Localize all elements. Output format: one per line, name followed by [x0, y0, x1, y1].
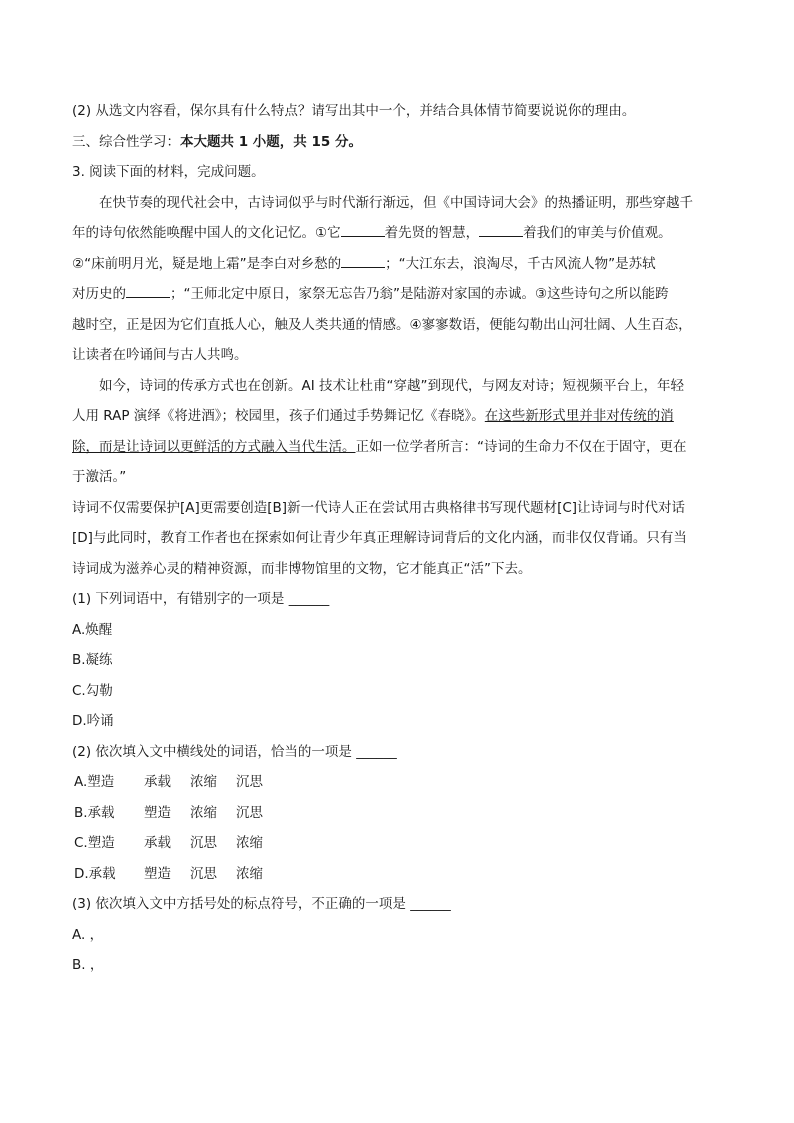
- para3-line1: 诗词不仅需要保护[A]更需要创造[B]新一代诗人正在尝试用古典格律书写现代题材[C]让诗词与时代对话: [72, 499, 686, 516]
- option-2c: [72, 828, 722, 859]
- word: 承载: [144, 774, 171, 790]
- word: C.塑造: [74, 835, 115, 851]
- para1-text: 对历史的: [72, 286, 126, 302]
- para1-text: 着先贤的智慧，: [384, 225, 480, 241]
- para3-line3: 诗词成为滋养心灵的精神资源，而非博物馆里的文物，它才能真正“活”下去。: [72, 560, 532, 577]
- word: 浓缩: [236, 865, 263, 882]
- option-1b: B.凝练: [72, 652, 113, 668]
- word: A.塑造: [74, 774, 115, 790]
- fill-blank-3: [341, 253, 385, 268]
- para1-line1: 在快节奏的现代社会中，古诗词似乎与时代渐行渐远，但《中国诗词大会》的热播证明，那些穿越千: [99, 194, 693, 211]
- word: 沉思: [236, 804, 263, 821]
- para1-line5: 越时空，正是因为它们直抵人心，触及人类共通的情感。④寥寥数语，便能勾勒出山河壮阔、人生百态，: [72, 316, 692, 333]
- fill-blank-1: [341, 222, 385, 237]
- para2-line4: 于激活。”: [72, 469, 127, 485]
- word: 沉思: [190, 835, 217, 851]
- section-3-score: 本大题共 1 小题，共 15 分。: [180, 133, 362, 150]
- para1-text: ；“王师北定中原日，家祭无忘告乃翁”是陆游对家国的赤诚。③这些诗句之所以能跨: [170, 286, 669, 302]
- option-1c: C.勾勒: [72, 682, 113, 699]
- option-2b: [72, 798, 722, 829]
- word: 浓缩: [190, 804, 217, 821]
- underlined-sentence: 在这些新形式里并非对传统的消: [484, 408, 674, 424]
- question-2-2: (2) 从选文内容看，保尔具有什么特点？请写出其中一个，并结合具体情节简要说说你的理由。: [72, 103, 636, 119]
- section-3-prefix: 三、综合性学习：: [72, 133, 180, 150]
- option-2a: [72, 767, 722, 798]
- word: 浓缩: [190, 774, 217, 790]
- word: 沉思: [236, 774, 263, 790]
- para1-text: 着我们的审美与价值观。: [523, 225, 672, 241]
- word: 沉思: [190, 865, 217, 882]
- para2-text: 正如一位学者所言：“诗词的生命力不仅在于固守，更在: [355, 438, 687, 455]
- option-1a: A.焕醒: [72, 621, 113, 638]
- para3-line2: [D]与此同时，教育工作者也在探索如何让青少年真正理解诗词背后的文化内涵，而非仅仅背诵。只有当: [72, 530, 687, 546]
- sub-question-1: (1) 下列词语中，有错别字的一项是 ______: [72, 591, 330, 607]
- fill-blank-4: [126, 283, 170, 298]
- sub-question-2: (2) 依次填入文中横线处的词语，恰当的一项是 ______: [72, 743, 397, 760]
- para1-line3: [72, 249, 722, 280]
- section-3-heading: [72, 127, 722, 158]
- word: B.承载: [74, 804, 115, 821]
- para1-text: ；“大江东去，浪淘尽，千古风流人物”是苏轼: [385, 255, 656, 272]
- document-page: [72, 96, 722, 981]
- para2-text: 人用 RAP 演绎《将进酒》；校园里，孩子们通过手势舞记忆《春晓》。: [72, 408, 485, 424]
- para1-line6: 让读者在吟诵间与古人共鸣。: [72, 347, 248, 363]
- para2-line2: [72, 401, 722, 432]
- para2-line1: 如今，诗词的传承方式也在创新。AI 技术让杜甫“穿越”到现代，与网友对诗；短视频平台上，年轻: [99, 377, 684, 394]
- word: 浓缩: [236, 835, 263, 851]
- word: 塑造: [144, 865, 171, 882]
- sub-question-3: (3) 依次填入文中方括号处的标点符号，不正确的一项是 ______: [72, 896, 451, 912]
- para2-line3: [72, 432, 722, 463]
- fill-blank-2: [479, 222, 523, 237]
- option-3a: A. ，: [72, 926, 104, 943]
- word: 塑造: [144, 804, 171, 821]
- option-1d: D.吟诵: [72, 713, 114, 729]
- question-3-title: 3. 阅读下面的材料，完成问题。: [72, 164, 265, 180]
- option-2d: [72, 859, 722, 890]
- word: 承载: [144, 835, 171, 851]
- word: D.承载: [74, 865, 116, 882]
- para1-text: ②“床前明月光，疑是地上霜”是李白对乡愁的: [72, 255, 342, 272]
- para1-text: 年的诗句依然能唤醒中国人的文化记忆。①它: [72, 225, 341, 241]
- para1-line2: [72, 218, 722, 249]
- para1-line4: [72, 279, 722, 310]
- underlined-sentence: 除，而是让诗词以更鲜活的方式融入当代生活。: [72, 438, 356, 455]
- option-3b: B. ，: [72, 957, 104, 973]
